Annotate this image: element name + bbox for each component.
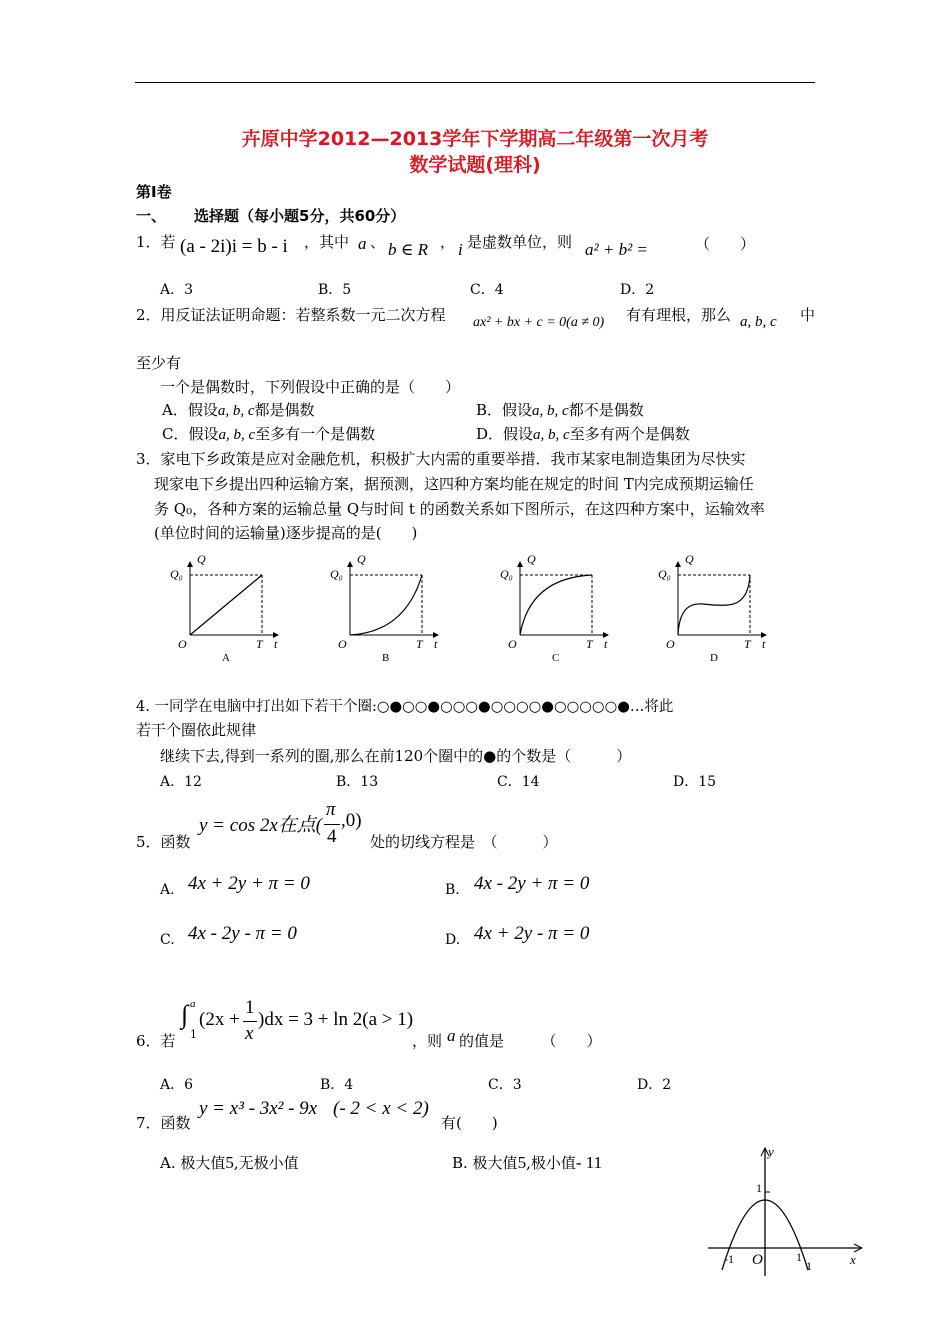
q7-number: 7．函数 xyxy=(136,1114,191,1132)
q5-option-b-eq: 4x - 2y + π = 0 xyxy=(474,873,590,894)
q2-option-c-label: C．假设 xyxy=(162,425,219,443)
q6-integrand-a: (2x + xyxy=(199,1009,240,1030)
q7-function: y = x³ - 3x² - 9x xyxy=(199,1098,318,1119)
graph-b-origin: O xyxy=(338,637,347,651)
q6-number: 6．若 xyxy=(136,1032,176,1050)
q2-option-d-text: 至多有两个是偶数 xyxy=(569,425,690,443)
section-heading: 选择题（每小题5分，共60分） xyxy=(194,207,406,225)
q6-frac-num: 1 xyxy=(245,997,255,1018)
q2-option-c-abc: a, b, c xyxy=(218,427,256,443)
q6-option-a: A．6 xyxy=(160,1077,194,1093)
q7-option-a-value: 5 xyxy=(225,1153,234,1172)
graph-d-T-label: T xyxy=(744,637,751,651)
q6-integral-sign: ∫ xyxy=(181,1000,189,1029)
q5-frac-num: π xyxy=(326,799,336,820)
graph-d-origin: O xyxy=(666,637,675,651)
q2-option-b-label: B．假设 xyxy=(476,401,533,419)
graph-d xyxy=(658,552,766,664)
q6-option-d: D．2 xyxy=(637,1077,672,1093)
q6-integrand-b: )dx = 3 + ln 2(a > 1) xyxy=(258,1009,414,1030)
q2-option-b xyxy=(476,399,644,420)
q7-option-b-label: B. 极大值 xyxy=(452,1154,518,1172)
q4-line-3: 继续下去,得到一系列的圈,那么在前120个圈中的●的个数是（ ） xyxy=(160,747,632,765)
q6-frac-den: x xyxy=(245,1023,254,1044)
graph-b-curve xyxy=(350,575,422,635)
q4-option-d: D．15 xyxy=(673,774,717,790)
q2-option-d-abc: a, b, c xyxy=(533,427,570,443)
q2-option-c-text: 至多有一个是偶数 xyxy=(255,425,376,443)
q1-number: 1．若 xyxy=(136,233,176,251)
graph-d-q0-label: Q₀ xyxy=(658,567,671,581)
q5-option-c-label: C. xyxy=(160,932,175,948)
q6-option-c: C．3 xyxy=(488,1077,522,1093)
parabola-graph xyxy=(700,1140,870,1280)
parabola-one-x: 1 xyxy=(796,1250,802,1264)
q6-text-1: ，则 xyxy=(412,1032,443,1050)
q1-option-a: A．3 xyxy=(160,282,194,298)
q1-option-d: D．2 xyxy=(620,282,655,298)
q1-answer-paren: （ ） xyxy=(695,235,756,253)
graph-b-caption: B xyxy=(382,652,390,664)
graph-c-q-label: Q xyxy=(527,552,536,566)
graph-d-caption: D xyxy=(710,652,718,664)
graph-b-t-label: t xyxy=(434,637,438,651)
q7-option-a xyxy=(160,1152,299,1173)
graph-d-t-label: t xyxy=(762,637,766,651)
graph-b-q0-label: Q₀ xyxy=(330,567,343,581)
graph-c-curve xyxy=(520,575,592,635)
parabola-x-label: x xyxy=(850,1252,856,1267)
q5-option-c-eq: 4x - 2y - π = 0 xyxy=(188,923,297,944)
q6-text-2: 的值是 （ ） xyxy=(459,1032,602,1050)
graph-c-q0-label: Q₀ xyxy=(500,567,513,581)
parabola-origin: O xyxy=(752,1252,763,1268)
graph-a xyxy=(170,552,278,664)
q6-option-b: B．4 xyxy=(320,1077,354,1093)
q4-line-2: 若干个圈依此规律 xyxy=(136,721,257,739)
graph-a-origin: O xyxy=(178,637,187,651)
volume-label: 第Ⅰ卷 xyxy=(136,183,172,201)
graph-c xyxy=(500,552,608,664)
q1-var-a: a xyxy=(358,234,367,253)
page-number: 1 xyxy=(806,1259,812,1273)
q4-option-a: A．12 xyxy=(160,774,202,790)
q7-option-b xyxy=(452,1152,602,1173)
q2-text-1: 2．用反证法证明命题：若整系数一元二次方程 xyxy=(136,306,446,324)
q3-graphs xyxy=(160,550,780,670)
q3-line-4: (单位时间的运输量)逐步提高的是( ) xyxy=(154,524,418,542)
q4-option-c: C．14 xyxy=(497,774,540,790)
q1-expression: a² + b² = xyxy=(585,240,648,259)
q1-text-1: ，其中 xyxy=(304,233,350,251)
q1-option-c: C．4 xyxy=(470,282,504,298)
q7-option-a-label: A. 极大值 xyxy=(160,1154,226,1172)
q6-upper-limit: a xyxy=(190,998,196,1010)
q5-function-end: ,0) xyxy=(341,810,362,831)
q5-option-d-eq: 4x + 2y - π = 0 xyxy=(474,923,590,944)
q2-option-b-text: 都不是偶数 xyxy=(568,401,644,419)
graph-b xyxy=(330,552,438,664)
q5-text: 处的切线方程是 （ ） xyxy=(370,833,558,851)
q7-text: 有( ) xyxy=(441,1114,498,1132)
q1-var-i: i xyxy=(458,240,463,259)
graph-c-caption: C xyxy=(552,652,560,664)
q1-equation: (a - 2i)i = b - i xyxy=(180,236,288,257)
q7-option-b-text: ,极小值 xyxy=(526,1154,576,1172)
q6-frac-bar xyxy=(243,1021,257,1022)
q7-option-a-text: ,无极小值 xyxy=(233,1154,299,1172)
parabola-neg-one: -1 xyxy=(724,1252,734,1266)
q1-comma: ， xyxy=(440,233,456,251)
graph-a-q-label: Q xyxy=(197,552,206,566)
q2-option-b-abc: a, b, c xyxy=(532,403,569,419)
parabola-one-y: 1 xyxy=(756,1181,762,1195)
q3-line-3: 务 Q₀，各种方案的运输总量 Q与时间 t 的函数关系如下图所示，在这四种方案中，运输效率 xyxy=(154,500,765,518)
graph-b-q-label: Q xyxy=(357,552,366,566)
q2-option-d-label: D．假设 xyxy=(476,425,534,443)
q7-domain: (- 2 < x < 2) xyxy=(333,1098,429,1119)
graph-a-caption: A xyxy=(222,652,230,664)
top-rule xyxy=(135,82,815,83)
q3-line-1: 3．家电下乡政策是应对金融危机，积极扩大内需的重要举措．我市某家电制造集团为尽快实 xyxy=(136,450,746,468)
q5-option-d-label: D. xyxy=(445,932,461,948)
page-subtitle: 数学试题(理科) xyxy=(409,154,541,176)
q2-text-2: 有有理根，那么 xyxy=(626,306,732,324)
graph-a-T-label: T xyxy=(256,637,263,651)
section-number: 一、 xyxy=(136,207,167,225)
q6-var-a: a xyxy=(447,1026,456,1045)
graph-a-t-label: t xyxy=(274,637,278,651)
graph-c-t-label: t xyxy=(604,637,608,651)
graph-a-curve xyxy=(190,575,262,635)
q2-text-4: 至少有 xyxy=(136,354,182,372)
q1-b-in-r: b ∈ R xyxy=(388,240,428,259)
q2-abc: a, b, c xyxy=(740,314,777,330)
q2-option-a xyxy=(162,399,315,420)
q1-text-2: 是虚数单位，则 xyxy=(467,233,573,251)
q1-option-b: B．5 xyxy=(318,282,352,298)
q2-equation: ax² + bx + c = 0(a ≠ 0) xyxy=(473,315,605,330)
q2-text-5: 一个是偶数时，下列假设中正确的是（ ） xyxy=(160,378,461,396)
q4-line-1: 4. 一同学在电脑中打出如下若干个圈:○●○○●○○○●○○○○●○○○○○●…将此 xyxy=(136,699,674,715)
graph-a-q0-label: Q₀ xyxy=(170,567,183,581)
q5-option-a-eq: 4x + 2y + π = 0 xyxy=(188,873,310,894)
graph-d-q-label: Q xyxy=(685,552,694,566)
q5-frac-den: 4 xyxy=(327,826,337,847)
q1-sep: 、 xyxy=(370,233,386,251)
q4-option-b: B．13 xyxy=(336,774,379,790)
q5-function: y = cos 2x在点( xyxy=(199,815,323,836)
parabola-y-label: y xyxy=(768,1144,774,1159)
q7-option-b-value2: - 11 xyxy=(575,1153,603,1172)
graph-c-origin: O xyxy=(508,637,517,651)
q2-option-a-abc: a, b, c xyxy=(217,403,255,419)
q2-option-a-label: A．假设 xyxy=(162,401,218,419)
graph-d-curve xyxy=(678,575,750,635)
q5-option-b-label: B. xyxy=(445,882,460,898)
q2-option-c xyxy=(162,423,375,444)
q5-number: 5．函数 xyxy=(136,833,191,851)
page-title: 卉原中学2012—2013学年下学期高二年级第一次月考 xyxy=(241,128,709,150)
q2-option-d xyxy=(476,423,690,444)
q5-frac-bar xyxy=(324,824,340,825)
q2-option-a-text: 都是偶数 xyxy=(254,401,315,419)
q2-text-3: 中 xyxy=(800,306,816,324)
q6-lower-limit: 1 xyxy=(190,1028,197,1041)
graph-b-T-label: T xyxy=(416,637,423,651)
q3-line-2: 现家电下乡提出四种运输方案，据预测，这四种方案均能在规定的时间 T内完成预期运输任 xyxy=(154,475,754,493)
q7-option-b-value: 5 xyxy=(517,1153,527,1172)
q5-option-a-label: A. xyxy=(160,882,175,898)
graph-c-T-label: T xyxy=(586,637,593,651)
